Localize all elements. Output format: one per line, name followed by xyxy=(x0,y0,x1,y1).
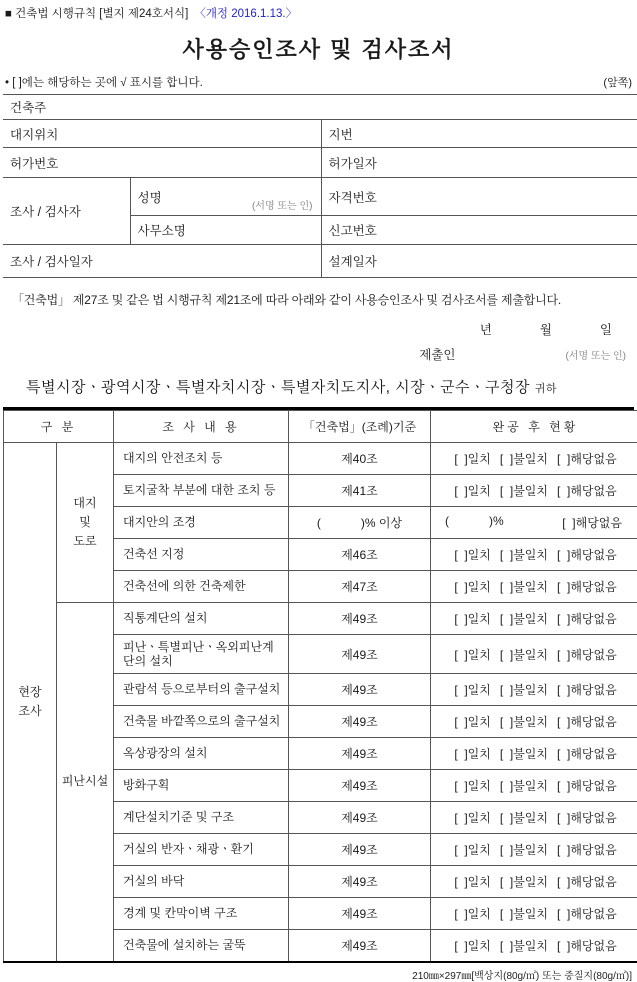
status-option-mismatch xyxy=(500,484,548,498)
status-cell xyxy=(431,635,637,674)
status-option-label: 해당없음 xyxy=(570,612,616,626)
header-post-completion-status: 완공 후 현황 xyxy=(431,411,637,443)
submitter-line xyxy=(12,345,626,363)
status-option-label: 해당없음 xyxy=(570,648,616,662)
status-option-label: 해당없음 xyxy=(570,747,616,761)
status-option-label: 불일치 xyxy=(513,747,548,761)
survey-item-label: 거실의 바닥 xyxy=(114,866,289,898)
site-row xyxy=(3,120,637,148)
law-standard-cell: 제47조 xyxy=(289,571,431,603)
checkbox-na[interactable]: [ ] xyxy=(557,747,570,761)
checkbox-na[interactable]: [ ] xyxy=(557,683,570,697)
status-option-match xyxy=(454,683,491,697)
status-option-na xyxy=(557,779,617,793)
status-option-match xyxy=(454,875,491,889)
owner-label: 건축주 xyxy=(10,101,46,115)
status-option-label: 불일치 xyxy=(513,875,548,889)
status-option-label: 불일치 xyxy=(513,907,548,921)
law-standard-cell: 제49조 xyxy=(289,674,431,706)
inspection-table xyxy=(3,410,637,963)
checkbox-match[interactable]: [ ] xyxy=(454,548,467,562)
survey-item-label: 직통계단의 설치 xyxy=(114,603,289,635)
status-option-label: 일치 xyxy=(468,452,491,466)
survey-item-label: 피난ㆍ특별피난ㆍ옥외피난계단의 설치 xyxy=(114,635,289,674)
design-date-field[interactable] xyxy=(321,245,637,278)
law-standard-cell: 제49조 xyxy=(289,802,431,834)
status-option-label: 해당없음 xyxy=(570,843,616,857)
status-cell xyxy=(431,571,637,603)
checkbox-match[interactable]: [ ] xyxy=(454,612,467,626)
status-option-label: 일치 xyxy=(468,484,491,498)
law-standard-cell: 제46조 xyxy=(289,539,431,571)
checkbox-match[interactable]: [ ] xyxy=(454,939,467,953)
inspection-table-body xyxy=(4,443,637,962)
status-cell xyxy=(431,802,637,834)
status-option-na xyxy=(557,747,617,761)
header-survey-content: 조 사 내 용 xyxy=(114,411,289,443)
checkbox-na[interactable]: [ ] xyxy=(557,907,570,921)
status-option-mismatch xyxy=(500,612,548,626)
checkbox-match[interactable]: [ ] xyxy=(454,648,467,662)
inspection-date-label: 조사 / 검사일자 xyxy=(10,255,93,269)
checkbox-mismatch[interactable]: [ ] xyxy=(500,683,513,697)
status-cell xyxy=(431,898,637,930)
inspector-name-field[interactable] xyxy=(130,178,321,216)
checkbox-na[interactable]: [ ] xyxy=(557,811,570,825)
inspector-label-cell xyxy=(3,178,130,245)
site-survey-label-cell xyxy=(4,443,57,962)
status-option-mismatch xyxy=(500,548,548,562)
checkbox-na[interactable]: [ ] xyxy=(557,843,570,857)
revision-note: 〈개정 2016.1.13.〉 xyxy=(194,5,297,21)
checkbox-mismatch[interactable]: [ ] xyxy=(500,548,513,562)
checkbox-na[interactable]: [ ] xyxy=(557,715,570,729)
status-option-na xyxy=(557,907,617,921)
law-standard-cell xyxy=(289,507,431,539)
group-label-line: 현장 xyxy=(4,683,56,702)
law-standard-cell: 제49조 xyxy=(289,603,431,635)
page-title: 사용승인조사 및 검사조서 xyxy=(3,33,634,64)
survey-item-label: 대지의 안전조치 등 xyxy=(114,443,289,475)
date-year-label: 년 xyxy=(480,320,492,338)
page-side-label: (앞쪽) xyxy=(603,74,632,90)
addressee-suffix: 귀하 xyxy=(535,383,557,395)
checkbox-na[interactable]: [ ] xyxy=(557,580,570,594)
status-option-label: 일치 xyxy=(468,648,491,662)
header-law-standard: 「건축법」(조례)기준 xyxy=(289,411,431,443)
checkbox-mismatch[interactable]: [ ] xyxy=(500,843,513,857)
checkbox-na[interactable]: [ ] xyxy=(562,516,575,530)
dates-row xyxy=(3,245,637,278)
status-option-label: 해당없음 xyxy=(570,548,616,562)
status-option-match xyxy=(454,747,491,761)
status-option-match xyxy=(454,779,491,793)
status-option-na xyxy=(562,514,622,531)
status-cell xyxy=(431,834,637,866)
checkbox-match[interactable]: [ ] xyxy=(454,779,467,793)
status-option-na xyxy=(557,683,617,697)
form-reference: ■ 건축법 시행규칙 [별지 제24호서식] xyxy=(5,5,188,21)
declaration-body: 「건축법」 제27조 및 같은 법 시행규칙 제21조에 따라 아래와 같이 사용승인조사 및 검사조서를 제출합니다. xyxy=(12,291,630,308)
status-option-label: 불일치 xyxy=(513,939,548,953)
survey-item-label: 토지굴착 부분에 대한 조치 등 xyxy=(114,475,289,507)
status-option-label: 불일치 xyxy=(513,779,548,793)
checkbox-match[interactable]: [ ] xyxy=(454,683,467,697)
status-option-mismatch xyxy=(500,779,548,793)
table-row xyxy=(4,603,637,635)
status-option-na xyxy=(557,811,617,825)
checkbox-mismatch[interactable]: [ ] xyxy=(500,779,513,793)
permit-row xyxy=(3,148,637,178)
checkbox-mismatch[interactable]: [ ] xyxy=(500,907,513,921)
group-label-line: 대지 xyxy=(57,494,113,513)
date-month-label: 월 xyxy=(540,320,552,338)
survey-item-label: 방화구획 xyxy=(114,770,289,802)
checkbox-na[interactable]: [ ] xyxy=(557,484,570,498)
name-label: 성명 xyxy=(138,191,162,205)
report-number-label: 신고번호 xyxy=(329,224,377,238)
status-cell xyxy=(431,930,637,962)
status-option-label: 일치 xyxy=(468,811,491,825)
permit-date-label: 허가일자 xyxy=(329,157,377,171)
status-option-match xyxy=(454,907,491,921)
status-option-label: 불일치 xyxy=(513,484,548,498)
addressee: 특별시장ㆍ광역시장ㆍ특별자치시장ㆍ특별자치도지사, 시장ㆍ군수ㆍ구청장 xyxy=(26,379,530,396)
law-standard-cell: 제49조 xyxy=(289,770,431,802)
status-option-label: 일치 xyxy=(468,747,491,761)
percent-blank-current[interactable]: ( )% xyxy=(445,514,504,531)
law-standard-cell: 제49조 xyxy=(289,834,431,866)
owner-field[interactable] xyxy=(3,95,637,120)
status-option-na xyxy=(557,843,617,857)
info-form-table xyxy=(3,94,637,278)
checkbox-mismatch[interactable]: [ ] xyxy=(500,648,513,662)
design-date-label: 설계일자 xyxy=(329,255,377,269)
status-option-label: 일치 xyxy=(468,843,491,857)
status-option-mismatch xyxy=(500,683,548,697)
survey-item-label: 건축선 지정 xyxy=(114,539,289,571)
status-option-label: 해당없음 xyxy=(570,452,616,466)
site-location-field[interactable] xyxy=(3,120,321,148)
inspector-label: 조사 / 검사자 xyxy=(10,205,81,219)
survey-item-label: 옥상광장의 설치 xyxy=(114,738,289,770)
status-option-mismatch xyxy=(500,907,548,921)
checkbox-match[interactable]: [ ] xyxy=(454,580,467,594)
owner-row xyxy=(3,95,637,120)
status-option-na xyxy=(557,715,617,729)
survey-item-label: 경계 및 칸막이벽 구조 xyxy=(114,898,289,930)
status-option-label: 해당없음 xyxy=(570,715,616,729)
qualification-number-label: 자격번호 xyxy=(329,191,377,205)
survey-item-label: 건축물에 설치하는 굴뚝 xyxy=(114,930,289,962)
status-option-mismatch xyxy=(500,648,548,662)
qualification-number-field[interactable] xyxy=(321,178,637,216)
status-option-na xyxy=(557,452,617,466)
status-option-label: 일치 xyxy=(468,715,491,729)
checkbox-na[interactable]: [ ] xyxy=(557,648,570,662)
status-option-label: 일치 xyxy=(468,580,491,594)
status-option-label: 불일치 xyxy=(513,648,548,662)
law-standard-cell: 제49조 xyxy=(289,635,431,674)
checkbox-mismatch[interactable]: [ ] xyxy=(500,452,513,466)
law-standard-cell: 제41조 xyxy=(289,475,431,507)
checkbox-na[interactable]: [ ] xyxy=(557,875,570,889)
status-option-mismatch xyxy=(500,843,548,857)
law-standard-cell: 제49조 xyxy=(289,930,431,962)
status-option-match xyxy=(454,580,491,594)
checkbox-mismatch[interactable]: [ ] xyxy=(500,484,513,498)
group-label-cell xyxy=(57,603,114,962)
paper-spec-note: 210㎜×297㎜[백상지(80g/㎡) 또는 중질지(80g/㎡)] xyxy=(3,967,634,982)
law-standard-cell: 제49조 xyxy=(289,898,431,930)
checkbox-match[interactable]: [ ] xyxy=(454,811,467,825)
inspector-name-row xyxy=(3,178,637,216)
status-option-label: 해당없음 xyxy=(576,516,622,530)
status-option-label: 불일치 xyxy=(513,452,548,466)
status-cell xyxy=(431,866,637,898)
law-standard-cell: 제49조 xyxy=(289,866,431,898)
law-standard-cell: 제49조 xyxy=(289,738,431,770)
checkbox-mismatch[interactable]: [ ] xyxy=(500,811,513,825)
status-option-label: 해당없음 xyxy=(570,907,616,921)
status-option-match xyxy=(454,715,491,729)
site-location-label: 대지위치 xyxy=(10,128,58,142)
status-option-label: 일치 xyxy=(468,907,491,921)
status-option-match xyxy=(454,452,491,466)
office-name-label: 사무소명 xyxy=(138,224,186,238)
inspection-date-field[interactable] xyxy=(3,245,321,278)
checkbox-match[interactable]: [ ] xyxy=(454,843,467,857)
status-option-mismatch xyxy=(500,811,548,825)
check-note-line xyxy=(3,74,634,94)
status-cell xyxy=(431,507,637,539)
status-option-label: 해당없음 xyxy=(570,683,616,697)
checkbox-match[interactable]: [ ] xyxy=(454,715,467,729)
checkbox-match[interactable]: [ ] xyxy=(454,907,467,921)
checkbox-na[interactable]: [ ] xyxy=(557,452,570,466)
status-option-match xyxy=(454,811,491,825)
form-reference-line xyxy=(3,5,634,21)
status-option-mismatch xyxy=(500,715,548,729)
status-option-match xyxy=(454,548,491,562)
status-option-label: 해당없음 xyxy=(570,484,616,498)
status-option-label: 불일치 xyxy=(513,811,548,825)
checkbox-mismatch[interactable]: [ ] xyxy=(500,875,513,889)
checkbox-na[interactable]: [ ] xyxy=(557,939,570,953)
sign-note: (서명 또는 인) xyxy=(252,197,313,212)
checkbox-match[interactable]: [ ] xyxy=(454,747,467,761)
table-row xyxy=(4,443,637,475)
permit-date-field[interactable] xyxy=(321,148,637,178)
status-cell xyxy=(431,770,637,802)
status-option-match xyxy=(454,484,491,498)
checkbox-na[interactable]: [ ] xyxy=(557,612,570,626)
status-option-mismatch xyxy=(500,580,548,594)
group-label-line: 및 xyxy=(57,513,113,532)
lot-number-label: 지번 xyxy=(329,128,353,142)
checkbox-match[interactable]: [ ] xyxy=(454,875,467,889)
status-option-na xyxy=(557,875,617,889)
checkbox-mismatch[interactable]: [ ] xyxy=(500,939,513,953)
checkbox-match[interactable]: [ ] xyxy=(454,452,467,466)
office-name-field[interactable] xyxy=(130,216,321,245)
group-label-line: 피난시설 xyxy=(57,772,113,791)
status-cell xyxy=(431,603,637,635)
status-cell xyxy=(431,674,637,706)
checkbox-na[interactable]: [ ] xyxy=(557,548,570,562)
status-option-label: 해당없음 xyxy=(570,811,616,825)
checkbox-mismatch[interactable]: [ ] xyxy=(500,580,513,594)
status-option-label: 불일치 xyxy=(513,715,548,729)
status-option-label: 불일치 xyxy=(513,843,548,857)
status-option-label: 일치 xyxy=(468,939,491,953)
status-cell xyxy=(431,539,637,571)
lot-number-field[interactable] xyxy=(321,120,637,148)
status-option-label: 불일치 xyxy=(513,612,548,626)
permit-number-field[interactable] xyxy=(3,148,321,178)
status-option-label: 일치 xyxy=(468,612,491,626)
status-option-mismatch xyxy=(500,875,548,889)
percent-blank-standard[interactable]: ( )% 이상 xyxy=(317,516,402,530)
survey-item-label: 거실의 반자ㆍ채광ㆍ환기 xyxy=(114,834,289,866)
checkbox-mismatch[interactable]: [ ] xyxy=(500,747,513,761)
permit-number-label: 허가번호 xyxy=(10,157,58,171)
status-option-match xyxy=(454,648,491,662)
status-option-match xyxy=(454,939,491,953)
status-option-na xyxy=(557,548,617,562)
status-option-na xyxy=(557,580,617,594)
survey-item-label: 관람석 등으로부터의 출구설치 xyxy=(114,674,289,706)
report-number-field[interactable] xyxy=(321,216,637,245)
date-day-label: 일 xyxy=(600,320,612,338)
group-label-cell xyxy=(57,443,114,603)
group-label-line: 조사 xyxy=(4,702,56,721)
checkbox-na[interactable]: [ ] xyxy=(557,779,570,793)
status-option-na xyxy=(557,648,617,662)
status-option-label: 일치 xyxy=(468,779,491,793)
status-option-mismatch xyxy=(500,939,548,953)
checkbox-match[interactable]: [ ] xyxy=(454,484,467,498)
status-cell xyxy=(431,738,637,770)
status-option-mismatch xyxy=(500,452,548,466)
status-option-label: 불일치 xyxy=(513,548,548,562)
status-option-mismatch xyxy=(500,747,548,761)
checkbox-mismatch[interactable]: [ ] xyxy=(500,612,513,626)
status-option-na xyxy=(557,939,617,953)
status-option-match xyxy=(454,843,491,857)
status-option-label: 해당없음 xyxy=(570,779,616,793)
survey-item-label: 건축선에 의한 건축제한 xyxy=(114,571,289,603)
declaration-date-line xyxy=(12,320,612,338)
check-instruction: • [ ]에는 해당하는 곳에 √ 표시를 합니다. xyxy=(5,74,203,90)
law-standard-cell: 제49조 xyxy=(289,706,431,738)
status-cell xyxy=(431,706,637,738)
status-option-na xyxy=(557,484,617,498)
status-cell xyxy=(431,475,637,507)
checkbox-mismatch[interactable]: [ ] xyxy=(500,715,513,729)
status-option-label: 해당없음 xyxy=(570,875,616,889)
landscape-status xyxy=(435,514,636,531)
status-option-match xyxy=(454,612,491,626)
status-option-label: 일치 xyxy=(468,683,491,697)
inspection-table-header-row xyxy=(4,411,637,443)
status-cell xyxy=(431,443,637,475)
law-standard-cell: 제40조 xyxy=(289,443,431,475)
status-option-label: 해당없음 xyxy=(570,580,616,594)
survey-item-label: 계단설치기준 및 구조 xyxy=(114,802,289,834)
status-option-na xyxy=(557,612,617,626)
group-label-line: 도로 xyxy=(57,532,113,551)
addressee-line xyxy=(12,376,630,397)
survey-item-label: 건축물 바깥쪽으로의 출구설치 xyxy=(114,706,289,738)
submitter-label: 제출인 xyxy=(419,345,455,363)
submitter-sign-note: (서명 또는 인) xyxy=(565,347,626,362)
status-option-label: 일치 xyxy=(468,875,491,889)
status-option-label: 불일치 xyxy=(513,580,548,594)
status-option-label: 일치 xyxy=(468,548,491,562)
header-category: 구 분 xyxy=(4,411,114,443)
status-option-label: 해당없음 xyxy=(570,939,616,953)
status-option-label: 불일치 xyxy=(513,683,548,697)
survey-item-label: 대지안의 조경 xyxy=(114,507,289,539)
declaration-section xyxy=(3,278,634,397)
